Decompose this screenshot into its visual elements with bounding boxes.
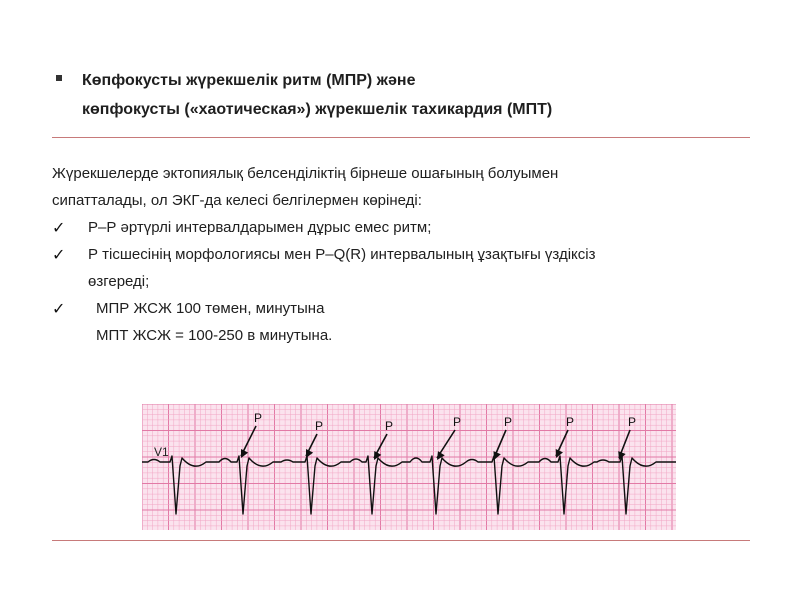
ecg-strip bbox=[142, 404, 676, 530]
p-wave-label: P bbox=[504, 415, 513, 429]
p-wave-label: P bbox=[566, 415, 575, 429]
slide-title bbox=[52, 66, 752, 124]
slide-body bbox=[52, 160, 752, 349]
list-item-text: МПТ ЖСЖ = 100-250 в минутына. bbox=[96, 327, 333, 344]
title-line-2: көпфокусты («хаотическая») жүрекшелік тахикардия (МПТ) bbox=[82, 101, 553, 118]
list-item-text: Р–Р әртүрлі интервалдарымен дұрыс емес ритм; bbox=[88, 219, 432, 236]
ecg-lead-label: V1 bbox=[154, 445, 169, 459]
bullet-icon bbox=[56, 75, 62, 81]
p-wave-label: P bbox=[385, 419, 394, 433]
checkmark-icon: ✓ bbox=[52, 245, 66, 264]
checkmark-icon: ✓ bbox=[52, 218, 66, 237]
list-item-text: МПР ЖСЖ 100 төмен, минутына bbox=[96, 300, 325, 317]
list-item bbox=[52, 214, 752, 241]
list-item-text: өзгереді; bbox=[88, 273, 150, 290]
p-wave-label: P bbox=[453, 415, 462, 429]
checkmark-icon: ✓ bbox=[52, 299, 66, 318]
p-wave-label: P bbox=[628, 415, 637, 429]
intro-line-1: Жүрекшелерде эктопиялық белсенділіктің бірнеше ошағының болуымен bbox=[52, 165, 559, 182]
list-item bbox=[52, 241, 752, 295]
title-divider bbox=[52, 137, 750, 138]
p-wave-label: P bbox=[254, 411, 263, 425]
bottom-divider bbox=[52, 540, 750, 541]
intro-line-2: сипатталады, ол ЭКГ-да келесі белгілермен көрінеді: bbox=[52, 192, 422, 209]
list-item-text: Р тісшесінің морфологиясы мен Р–Q(R) интервалының ұзақтығы үздіксіз bbox=[88, 246, 596, 263]
p-wave-label: P bbox=[315, 419, 324, 433]
list-item bbox=[52, 295, 752, 349]
ecg-background bbox=[142, 404, 676, 530]
title-line-1: Көпфокусты жүрекшелік ритм (МПР) және bbox=[82, 72, 416, 89]
